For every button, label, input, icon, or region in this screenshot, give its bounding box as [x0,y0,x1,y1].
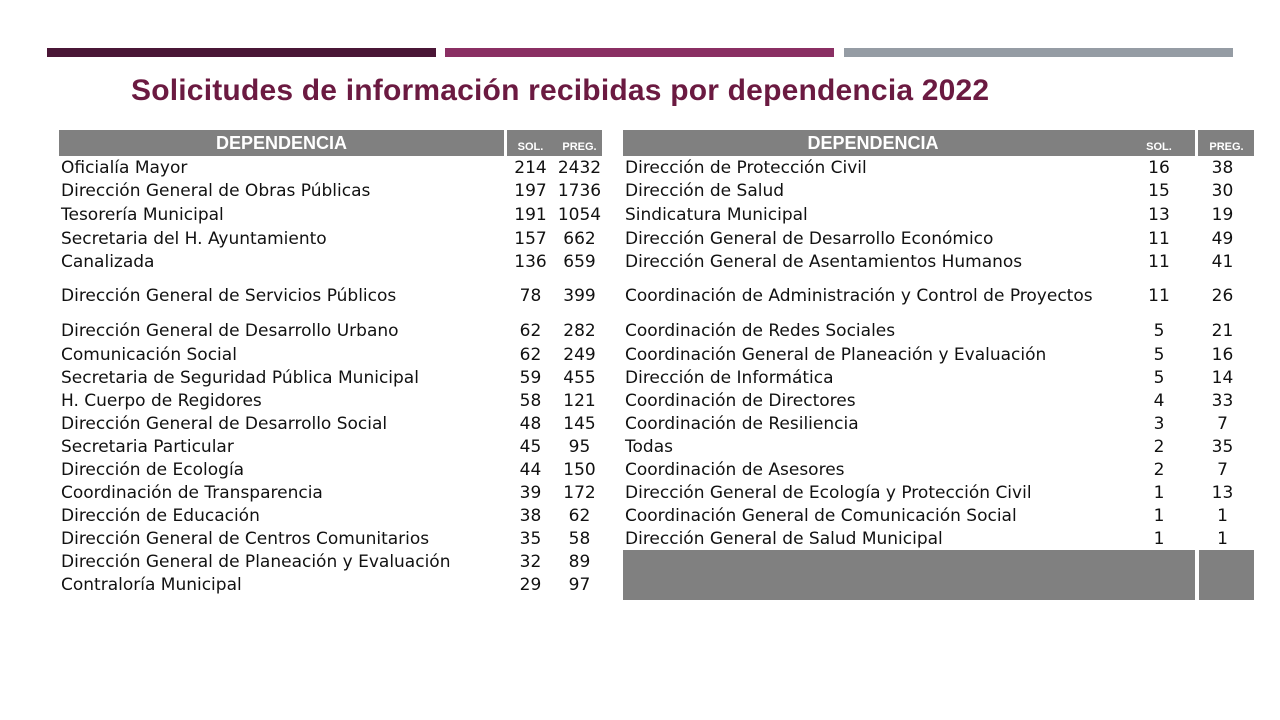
table-row [623,227,1254,251]
table-row [59,389,602,412]
sol-cell: 62 [519,344,542,365]
table-row [623,179,1254,203]
table-row [623,458,1254,481]
dependencia-cell: Secretaria del H. Ayuntamiento [61,229,327,249]
sol-cell: 32 [519,551,542,572]
sol-cell: 62 [519,321,542,341]
dependencia-cell: Coordinación de Redes Sociales [625,321,896,341]
preg-cell: 1 [1217,528,1228,549]
sol-cell: 58 [519,390,542,411]
slide-title: Solicitudes de información recibidas por dependencia 2022 [131,74,990,107]
dependencia-cell: Canalizada [61,252,155,272]
preg-cell: 35 [1211,436,1234,457]
sol-cell: 44 [519,459,542,480]
sol-cell: 197 [514,181,547,201]
preg-cell: 49 [1211,229,1234,249]
right-table-header [623,130,1254,156]
sol-cell: 11 [1148,286,1170,306]
table-row [59,227,602,251]
left-table-header [59,130,602,156]
header-sol: SOL. [517,141,544,153]
table-row [623,366,1254,389]
sol-cell: 35 [519,528,542,549]
dependencia-cell: Coordinación General de Planeación y Evaluación [625,344,1047,365]
dependencia-cell: Sindicatura Municipal [625,205,808,225]
left-table-body [59,156,602,597]
sol-cell: 15 [1148,181,1170,201]
dependencia-cell: Dirección General de Desarrollo Urbano [61,321,399,341]
preg-cell: 1054 [557,205,602,225]
table-row [59,156,602,179]
table-row [59,203,602,227]
table-row [59,458,602,481]
sol-cell: 16 [1148,157,1170,178]
preg-cell: 41 [1211,252,1234,272]
sol-cell: 45 [519,436,542,457]
dependencia-cell: Dirección General de Centros Comunitarios [61,528,430,549]
sol-cell: 157 [514,229,547,249]
preg-cell: 662 [563,229,596,249]
dependencia-cell: Dirección General de Desarrollo Económico [625,229,994,249]
sol-cell: 11 [1148,229,1170,249]
sol-cell: 48 [519,413,542,434]
preg-cell: 26 [1211,286,1234,306]
preg-cell: 282 [563,321,596,341]
sol-cell: 13 [1148,205,1170,225]
accent-bar-magenta [445,48,834,57]
preg-cell: 1736 [557,181,602,201]
table-row [59,273,602,319]
preg-cell: 33 [1211,390,1234,411]
preg-cell: 145 [563,413,596,434]
right-table-body [623,156,1254,550]
preg-cell: 1 [1217,505,1228,526]
preg-cell: 62 [568,505,591,526]
preg-cell: 21 [1211,321,1234,341]
table-row [623,481,1254,504]
sol-cell: 214 [514,157,547,178]
table-row [623,343,1254,366]
table-row [623,203,1254,227]
header-preg: PREG. [562,141,597,153]
table-row [59,251,602,273]
table-row [623,251,1254,273]
table-row [623,504,1254,527]
dependencia-cell: Dirección de Protección Civil [625,157,867,178]
table-row [59,412,602,435]
dependencia-cell: Dirección de Informática [625,367,834,388]
table-row [623,527,1254,550]
sol-cell: 38 [519,505,542,526]
dependencia-cell: Todas [625,436,673,457]
preg-cell: 7 [1217,459,1228,480]
dependencia-cell: Contraloría Municipal [61,575,242,595]
preg-cell: 19 [1211,205,1234,225]
dependencia-cell: Dirección General de Salud Municipal [625,528,943,549]
preg-cell: 89 [568,551,591,572]
dependencia-cell: Coordinación de Transparencia [61,482,323,503]
dependencia-cell: Secretaria Particular [61,436,234,457]
dependencia-cell: Tesorería Municipal [61,205,224,225]
sol-cell: 3 [1153,413,1165,434]
sol-cell: 1 [1153,482,1165,503]
sol-cell: 5 [1153,321,1165,341]
preg-cell: 7 [1217,413,1228,434]
header-preg: PREG. [1209,141,1244,153]
preg-cell: 455 [563,367,596,388]
sol-cell: 5 [1153,344,1165,365]
table-row [623,156,1254,179]
dependencia-cell: Dirección General de Obras Públicas [61,181,371,201]
table-row [623,319,1254,343]
dependencia-cell: Dirección General de Desarrollo Social [61,413,388,434]
sol-cell: 2 [1153,459,1165,480]
preg-cell: 13 [1211,482,1234,503]
table-row [59,343,602,366]
table-row [623,435,1254,458]
table-row [59,550,602,573]
preg-cell: 16 [1211,344,1234,365]
sol-cell: 11 [1148,252,1170,272]
table-row [59,504,602,527]
table-row [59,179,602,203]
table-row [59,435,602,458]
dependencia-cell: Coordinación de Resiliencia [625,413,859,434]
sol-cell: 2 [1153,436,1165,457]
preg-cell: 659 [563,252,596,272]
dependencia-cell: H. Cuerpo de Regidores [61,390,262,411]
preg-cell: 172 [563,482,596,503]
sol-cell: 191 [514,205,547,225]
dependencia-cell: Dirección General de Planeación y Evaluación [61,551,451,572]
preg-cell: 97 [568,575,591,595]
dependencia-cell: Dirección General de Ecología y Protección Civil [625,482,1032,503]
table-row [59,481,602,504]
table-footer-block [623,550,1254,600]
preg-cell: 150 [563,459,596,480]
dependencia-cell: Oficialía Mayor [61,157,188,178]
dependencia-cell: Coordinación de Administración y Control de Proyectos [625,286,1093,306]
sol-cell: 1 [1153,505,1165,526]
table-row [59,527,602,550]
dependencia-cell: Comunicación Social [61,344,237,365]
sol-cell: 1 [1153,528,1165,549]
table-row [623,389,1254,412]
table-row [623,412,1254,435]
accent-bar-gray [844,48,1233,57]
dependencia-cell: Secretaria de Seguridad Pública Municipal [61,367,419,388]
preg-cell: 95 [568,436,591,457]
table-row [59,319,602,343]
header-sol: SOL. [1146,141,1172,153]
header-dependencia: DEPENDENCIA [215,133,348,153]
dependencia-cell: Dirección de Educación [61,505,260,526]
sol-cell: 59 [519,367,542,388]
accent-bar-dark [47,48,436,57]
sol-cell: 39 [519,482,542,503]
preg-cell: 2432 [557,157,602,178]
sol-cell: 4 [1153,390,1165,411]
preg-cell: 38 [1211,157,1234,178]
dependencia-cell: Coordinación General de Comunicación Social [625,505,1017,526]
right-table [623,130,1254,600]
preg-cell: 14 [1211,367,1234,388]
sol-cell: 78 [519,286,542,306]
preg-cell: 30 [1211,181,1234,201]
dependencia-cell: Dirección de Salud [625,181,785,201]
sol-cell: 29 [519,575,542,595]
table-row [623,273,1254,319]
dependencia-cell: Dirección de Ecología [61,459,245,480]
sol-cell: 136 [514,252,547,272]
footer-separator [1195,550,1199,600]
header-separator [1195,130,1198,156]
preg-cell: 249 [563,344,596,365]
sol-cell: 5 [1153,367,1165,388]
table-row [59,366,602,389]
preg-cell: 58 [568,528,591,549]
preg-cell: 399 [563,286,596,306]
preg-cell: 121 [563,390,596,411]
dependencia-cell: Dirección General de Servicios Públicos [61,286,397,306]
dependencia-cell: Coordinación de Directores [625,390,856,411]
left-table [59,130,602,597]
dependencia-cell: Coordinación de Asesores [625,459,845,480]
header-dependencia: DEPENDENCIA [807,133,939,153]
dependencia-cell: Dirección General de Asentamientos Humanos [625,252,1023,272]
table-row [59,573,602,597]
